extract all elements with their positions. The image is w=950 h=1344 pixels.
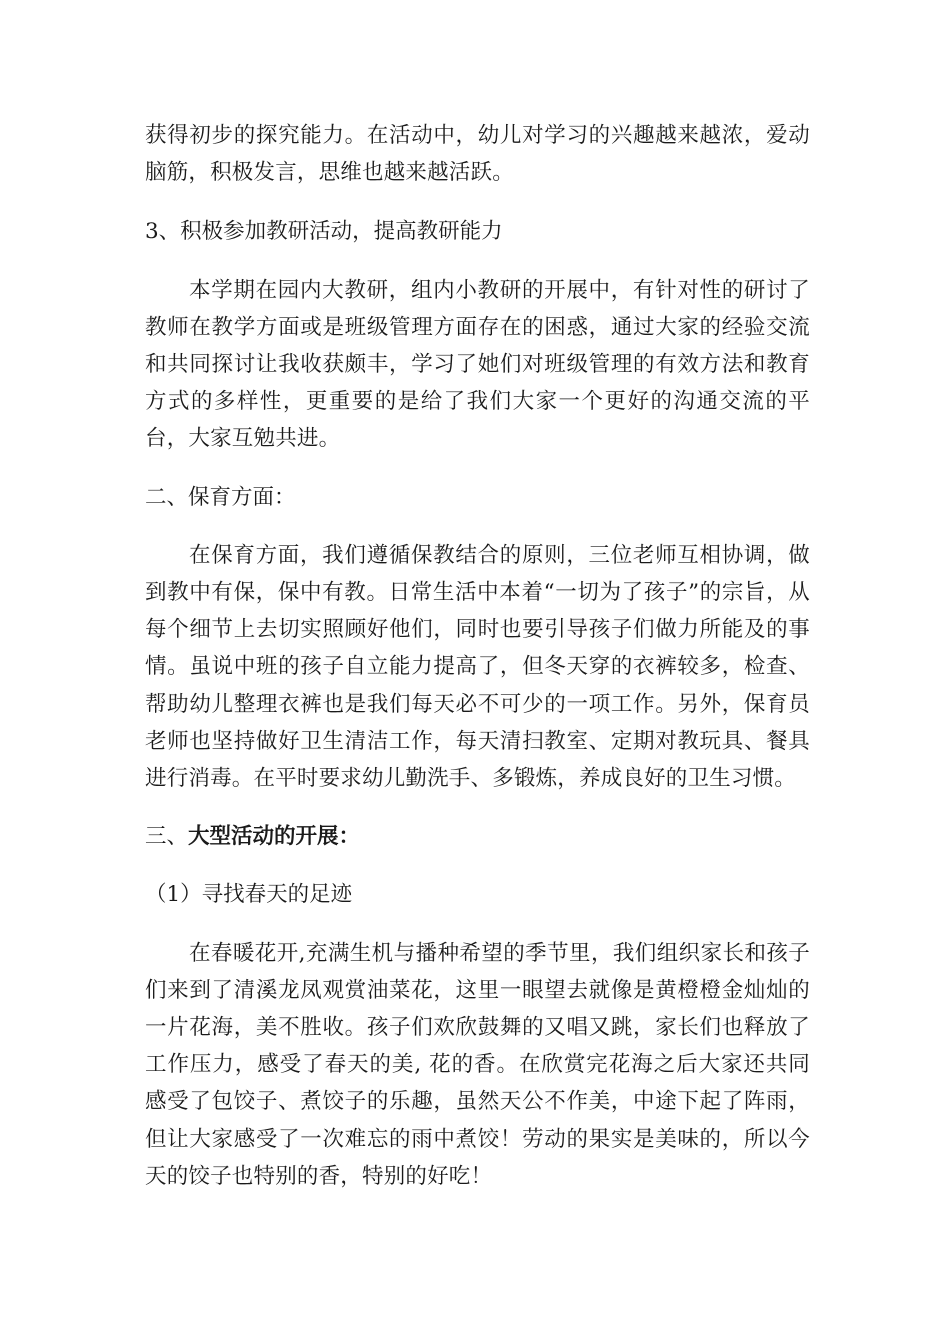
spacer (145, 855, 810, 876)
spacer (145, 191, 810, 213)
heading-teaching-research: 3、积极参加教研活动，提高教研能力 (145, 219, 503, 245)
paragraph-spring-footprints: 在春暖花开,充满生机与播种希望的季节里，我们组织家长和孩子们来到了清溪龙凤观赏油菜花，这里一眼望去就像是黄橙橙金灿灿的一片花海，美不胜收。孩子们欢欣鼓舞的又唱又跳，家长们也释放了工作压力，感受了春天的美, 花的香。在欣赏完花海之后大家还共同感受了包饺子、煮饺子的乐趣，虽然天公不作美，中途下起了阵雨，但让大家感受了一次难忘的雨中煮饺！劳动的果实是美味的，所以今天的饺子也特别的香，特别的好吃！ (145, 940, 810, 1189)
paragraph-childcare: 在保育方面，我们遵循保教结合的原则，三位老师互相协调，做到教中有保，保中有教。日常生活中本着“一切为了孩子”的宗旨，从每个细节上去切实照顾好他们，同时也要引导孩子们做力所能及的事情。虽说中班的孩子自立能力提高了，但冬天穿的衣裤较多，检查、帮助幼儿整理衣裤也是我们每天必不可少的一项工作。另外，保育员老师也坚持做好卫生清洁工作，每天清扫教室、定期对教玩具、餐具进行消毒。在平时要求幼儿勤洗手、多锻炼，养成良好的卫生习惯。 (145, 542, 810, 792)
spacer (145, 516, 810, 537)
document-body (145, 117, 810, 1195)
spacer (145, 251, 810, 272)
paragraph-exploration-ability: 获得初步的探究能力。在活动中，幼儿对学习的兴趣越来越浓，爱动脑筋，积极发言，思维也越来越活跃。 (145, 123, 810, 186)
subheading-spring-footprints: （1）寻找春天的足迹 (145, 882, 353, 908)
spacer (145, 914, 810, 935)
heading-large-activities-prefix: 三、 (145, 824, 189, 850)
spacer (145, 458, 810, 479)
heading-large-activities (145, 818, 810, 855)
paragraph-teaching-research: 本学期在园内大教研，组内小教研的开展中，有针对性的研讨了教师在教学方面或是班级管理方面存在的困惑，通过大家的经验交流和共同探讨让我收获颇丰，学习了她们对班级管理的有效方法和教育方式的多样性，更重要的是给了我们大家一个更好的沟通交流的平台，大家互勉共进。 (145, 277, 810, 452)
spacer (145, 797, 810, 818)
heading-childcare: 二、保育方面： (145, 484, 296, 510)
heading-large-activities-title: 大型活动的开展： (188, 824, 361, 850)
